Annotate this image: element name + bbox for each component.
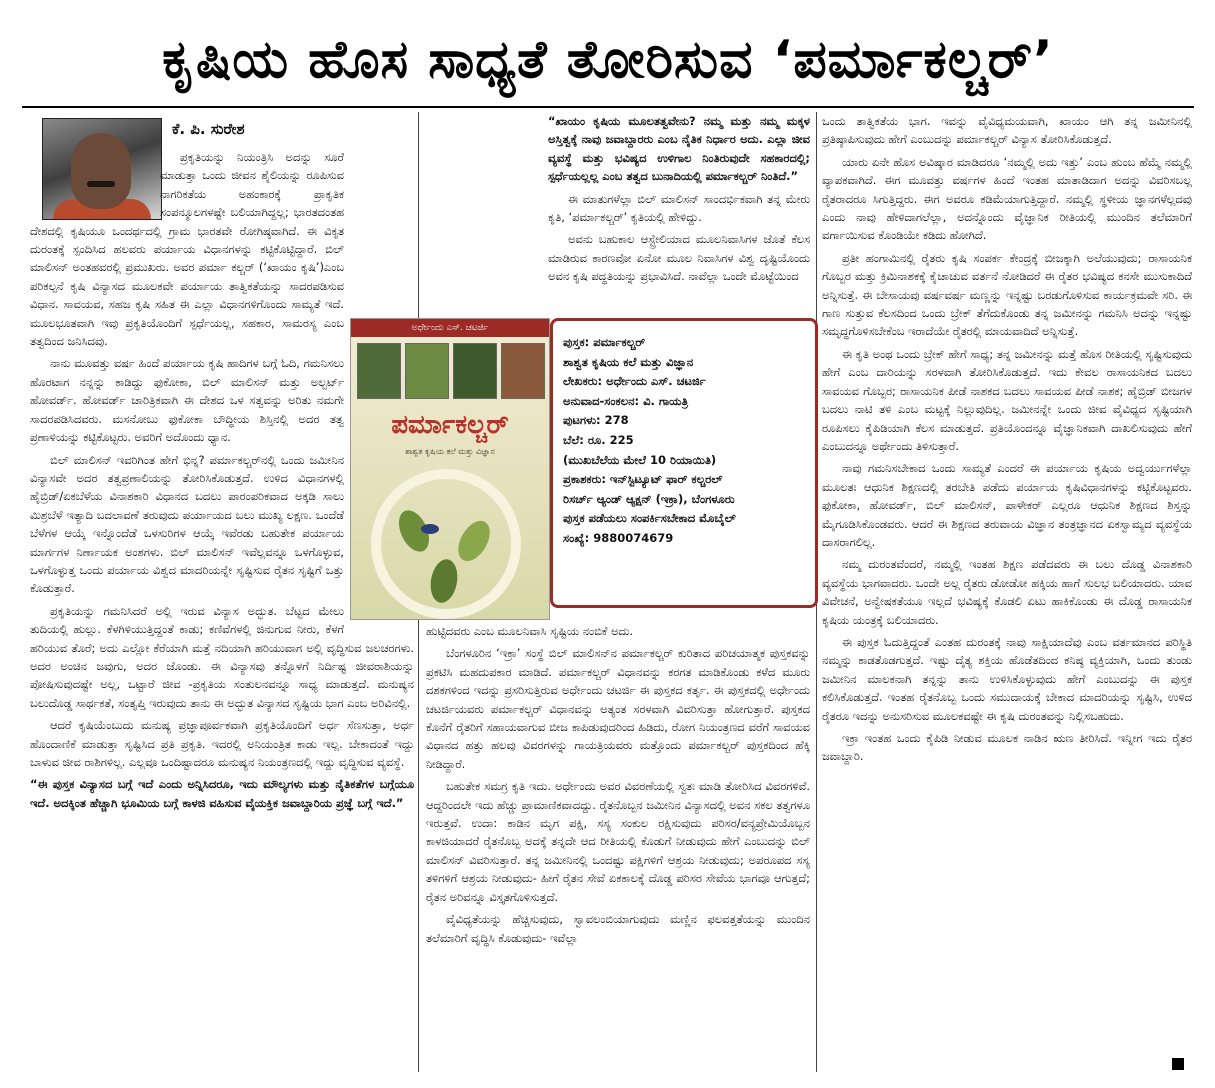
col2-para-1: ಈ ಮಾತುಗಳೆಲ್ಲಾ ಬಿಲ್ ಮಾಲಿಸನ್ ಸಾಂದರ್ಭಿಕವಾಗಿ ತನ್ನ ಮೇರು ಕೃತಿ, ‘ಪರ್ಮಾಕಲ್ಚರ್’ ಕೃತಿಯಲ್ಲಿ ಹೇಳಿದ್ದು.	[548, 191, 810, 225]
col1-pull-quote: “ಈ ಪುಸ್ತಕ ವಿನ್ಯಾಸದ ಬಗ್ಗೆ ಇದೆ ಎಂದು ಅನ್ನಿಸಿದರೂ, ಇದು ಮೌಲ್ಯಗಳು ಮತ್ತು ನೈತಿಕತೆಗಳ ಬಗ್ಗೆಯೂ ಇದೆ. ಅದಕ್ಕಿಂತ ಹೆಚ್ಚಾಗಿ ಭೂಮಿಯ ಬಗ್ಗೆ ಕಾಳಜಿ ವಹಿಸುವ ವೈಯಕ್ತಿಕ ಜವಾಬ್ದಾರಿಯ ಪ್ರಜ್ಞೆ ಬಗ್ಗೆ ಇದೆ.”	[30, 777, 414, 810]
col3-para-6: ನಮ್ಮ ದುರಂತವೆಂದರೆ, ನಮ್ಮಲ್ಲಿ ಇಂತಹ ಶಿಕ್ಷಣ ಪಡೆದವರು ಈ ಬಲು ದೊಡ್ಡ ವಿನಾಶಕಾರಿ ವ್ಯವಸ್ಥೆಯ ಭಾಗವಾದರು. ಒಂದೇ ಅಲ್ಲ ರೈತರು ಡೋಡೋ ಹಕ್ಕಿಯ ಹಾಗೆ ಸುಲಭ ಬಲಿಯಾದರು. ಯಾವ ವಿವೇಚನೆ, ಅನ್ವೇಷಕತೆಯೂ ಇಲ್ಲದೆ ಭವಿಷ್ಯಕ್ಕೆ ಕೊಡಲಿ ಏಟು ಹಾಕಿಕೊಂಡು ಈ ದೊಡ್ಡ ರಾಸಾಯನಿಕ ಕೃಷಿಯ ಯಂತ್ರಕ್ಕೆ ಬಲಿಯಾದರು.	[822, 557, 1192, 627]
col2-quote: “ಖಾಯಂ ಕೃಷಿಯ ಮೂಲತತ್ವವೇನು? ನಮ್ಮ ಮತ್ತು ನಮ್ಮ ಮಕ್ಕಳ ಅಸ್ತಿತ್ವಕ್ಕೆ ನಾವು ಜವಾಬ್ದಾರರು ಎಂಬ ನೈತಿಕ ನಿರ್ಧಾರ ಅದು. ಎಲ್ಲಾ ಜೀವ ವ್ಯವಸ್ಥೆ ಮತ್ತು ಭವಿಷ್ಯದ ಉಳಿಗಾಲ ನಿಂತಿರುವುದೇ ಸಹಕಾರದಲ್ಲಿ; ಸ್ಪರ್ಧೆಯಲ್ಲಲ್ಲ ಎಂಬ ತತ್ವದ ಬುನಾದಿಯಲ್ಲಿ ಪರ್ಮಾಕಲ್ಚರ್ ನಿಂತಿದೆ.”	[548, 114, 810, 184]
info-contact-2: ಸಂಖ್ಯೆ: 9880074679	[563, 530, 674, 545]
col2-para-5: ಬಹುತೇಕ ಸಮಗ್ರ ಕೃತಿ ಇದು. ಅರ್ಧೇಂದು ಅವರ ವಿವರಣೆಯಲ್ಲಿ ಸ್ವತಃ ಮಾಡಿ ತೋರಿಸಿದ ವಿವರಗಳಿವೆ. ಆದ್ದರಿಂದಲೇ ಇದು ಹೆಚ್ಚು ಪ್ರಾಮಾಣಿಕವಾದದ್ದು. ರೈತನೊಬ್ಬನ ಜಮೀನಿನ ವಿನ್ಯಾಸದಲ್ಲಿ ಅವನ ಸಕಲ ತತ್ವಗಳೂ ಇರುತ್ತವೆ. ಉದಾ: ಕಾಡಿನ ಮೃಗ ಪಕ್ಷಿ, ಸಸ್ಯ ಸಂಕುಲ ರಕ್ಷಿಸುವುದು ಪರಿಸರ/ವನ್ಯಪ್ರೇಮಿಯೊಬ್ಬನ ಕಾಳಜಿಯಾದರೆ ರೈತನೊಬ್ಬ ಅದಕ್ಕೆ ತನ್ನದೇ ಆದ ರೀತಿಯಲ್ಲಿ ಕೊಡುಗೆ ನೀಡುವುದು ಹೇಗೆ ಎಂಬುದನ್ನು ಬಿಲ್ ಮಾಲಿಸನ್ ವಿವರಿಸುತ್ತಾರೆ. ತನ್ನ ಜಮೀನಿನಲ್ಲಿ ಒಂದಷ್ಟು ಪಕ್ಷಿಗಳಿಗೆ ಆಶ್ರಯ ನೀಡುವುದು; ಅಪರೂಪದ ಸಸ್ಯ ತಳಿಗಳಿಗೆ ಆಶ್ರಯ ನೀಡುವುದು- ಹೀಗೆ ರೈತನ ಸೇವೆ ಏಕಕಾಲಕ್ಕೆ ದೊಡ್ಡ ಪರಿಸರ ಸೇವೆಯ ಭಾಗವೂ ಆಗುತ್ತದೆ; ರೈತನ ಅರಿವನ್ನೂ ವಿಸ್ತೃತಗೊಳಿಸುತ್ತದೆ.	[426, 779, 810, 904]
book-cover-photo-strip	[357, 343, 543, 397]
info-author: ಲೇಖಕರು: ಅರ್ಧೇಂದು ಎಸ್. ಚಟರ್ಜಿ	[563, 374, 706, 389]
info-price: ಬೆಲೆ: ರೂ. 225	[563, 432, 634, 447]
col1-para-2: ನಾನು ಮೂವತ್ತು ವರ್ಷ ಹಿಂದೆ ಪರ್ಯಾಯ ಕೃಷಿ ಹಾದಿಗಳ ಬಗ್ಗೆ ಓದಿ, ಗಮನಿಸಲು ಹೊರಟಾಗ ನನ್ನನ್ನು ಕಾಡಿದ್ದು ಫುಕೋಕಾ, ಬಿಲ್ ಮಾಲಿಸನ್ ಮತ್ತು ಅಲ್ಬರ್ಟ್ ಹೋವರ್ಡ್. ಹೋವರ್ಡ್ ಚಾರಿತ್ರಿಕವಾಗಿ ಈ ದೇಶದ ಒಳ ಸತ್ವವನ್ನು ಅರಿತು ನಮಗೇ ಸಾದರಪಡಿಸಿದವರು. ಮಸನೋಬು ಫುಕೋಕಾ ಬೌದ್ಧೀಯ ಶಿಸ್ತಿನಲ್ಲಿ ಅದರ ತತ್ವ ಪ್ರಣಾಳಿಯನ್ನು ಕಟ್ಟಿಕೊಟ್ಟರು. ಅವರಿಗೆ ಅದೊಂದು ಧ್ಯಾನ.	[30, 356, 344, 445]
book-cover-thumb	[405, 343, 449, 399]
article-column-2-top	[426, 112, 810, 316]
bird-illustration	[421, 524, 439, 534]
info-publisher-2: ರಿಸರ್ಚ್ ಆ್ಯಂಡ್ ಆ್ಯಕ್ಷನ್ (ಇಕ್ರಾ), ಬೆಂಗಳೂರು	[563, 491, 735, 506]
book-cover-thumb	[501, 343, 545, 399]
col3-para-7: ಈ ಪುಸ್ತಕ ಓದುತ್ತಿದ್ದಂತೆ ಎಂತಹ ದುರಂತಕ್ಕೆ ನಾವು ಸಾಕ್ಷಿಯಾದೆವು ಎಂಬ ವರ್ತಮಾನದ ಪರಿಸ್ಥಿತಿ ನಮ್ಮನ್ನು ಕಾಡತೊಡಗುತ್ತದೆ. ಇಷ್ಟು ದೈತ್ಯ ಶಕ್ತಿಯ ಹೊಡೆತದಿಂದ ಕನಿಷ್ಠ ವ್ಯಕ್ತಿಯಾಗಿ, ಒಂದು ತುಂಡು ಜಮೀನಿನ ಮಾಲಕನಾಗಿ ತನ್ನನ್ನು ತಾನು ಉಳಿಸಿಕೊಳ್ಳುವುದು ಹೇಗೆ ಎಂಬುದನ್ನು ಈ ಪುಸ್ತಕ ಕಲಿಸಿಕೊಡುತ್ತದೆ. ಇಂತಹ ರೈತನೊಬ್ಬ ಒಂದು ಸಮುದಾಯಕ್ಕೆ ಬೇಕಾದ ಮಾದರಿಯನ್ನು ಸೃಷ್ಟಿಸಿ, ಉಳಿದ ರೈತರೂ ಇದನ್ನು ಅನುಸರಿಸುವ ಮೂಲಕವಷ್ಟೇ ಈ ಕೃಷಿ ದುರಂತವನ್ನು ನಿಲ್ಲಿಸಬಹುದು.	[822, 634, 1192, 723]
col1-para-4: ಪ್ರಕೃತಿಯನ್ನು ಗಮನಿಸಿದರೆ ಅಲ್ಲಿ ಇರುವ ವಿನ್ಯಾಸ ಅದ್ಭುತ. ಬೆಟ್ಟದ ಮೇಲು ತುದಿಯಲ್ಲಿ ಹುಲ್ಲು. ಕೆಳಗಿಳಿಯುತ್ತಿದ್ದಂತೆ ಕಾಡು; ಕಣಿವೆಗಳಲ್ಲಿ ಜಿನುಗುವ ನೀರು, ಕೆಳಗೆ ಹರಿಯುವ ತೊರೆ; ಅದು ಎಲ್ಲೋ ಕೆರೆಯಾಗಿ ಮತ್ತೆ ನದಿಯಾಗಿ ಹರಿಯುವಾಗ ಅಲ್ಲಿ ವೃದ್ಧಿಸುವ ಜಲಚರಗಳು. ಅದರ ಅಂಚಿನ ಜವುಗು, ಅದರ ಜೊಂಡು. ಈ ವಿನ್ಯಾಸವು ತನ್ನೊಳಗೆ ನಿರ್ದಿಷ್ಟ ಜೀವರಾಶಿಯನ್ನು ಪೋಷಿಸುವುದಷ್ಟೇ ಅಲ್ಲ, ಒಟ್ಟಾರೆ ಜೀವ -ಪ್ರಕೃತಿಯ ಸಂತುಲನವನ್ನೂ ಸಾಧ್ಯ ಮಾಡುತ್ತದೆ. ಮನುಷ್ಯನ ಬಲುದೊಡ್ಡ ಸಾರ್ಥಕತೆ, ಸಂತೃಪ್ತಿ ಇರುವುದು ತಾನು ಈ ಅದ್ಭುತ ವಿನ್ಯಾಸದ ಸೃಷ್ಟಿಯ ಭಾಗ ಎಂಬ ಅರಿವಿನಲ್ಲಿ.	[30, 603, 414, 710]
col2-para-4: ಬೆಂಗಳೂರಿನ ‘ಇಕ್ರಾ’ ಸಂಸ್ಥೆ ಬಿಲ್ ಮಾಲಿಸನ್‌ನ ಪರ್ಮಾಕಲ್ಚರ್ ಕುರಿತಾದ ಪರಿಚಯಾತ್ಮಕ ಪುಸ್ತಕವನ್ನು ಪ್ರಕಟಿಸಿ ಮಹದುಪಕಾರ ಮಾಡಿದೆ. ಪರ್ಮಾಕಲ್ಚರ್ ವಿಧಾನವನ್ನು ಕರಗತ ಮಾಡಿಕೊಂಡು ಕಳೆದ ಮೂರು ದಶಕಗಳಿಂದ ಇದನ್ನು ಪ್ರಸರಿಸುತ್ತಿರುವ ಅರ್ಧೇಂದು ಚಟರ್ಜಿ ಈ ಪುಸ್ತಕದ ಕರ್ತೃ. ಈ ಪುಸ್ತಕದಲ್ಲಿ ಅರ್ಧೇಂದು ಚಟರ್ಜಿಯವರು ಪರ್ಮಾಕಲ್ಚರ್ ವಿಧಾನವನ್ನು ಅತ್ಯಂತ ಸರಳವಾಗಿ ವಿವರಿಸುತ್ತಾ ಹೋಗುತ್ತಾರೆ. ಪುಸ್ತಕದ ಕೊನೆಗೆ ರೈತರಿಗೆ ಸಹಾಯವಾಗುವ ಬೀಜ ಕಾಪಿಡುವುದರಿಂದ ಹಿಡಿದು, ರೋಗ ನಿಯಂತ್ರಣದ ವರೆಗೆ ಸಾವಯವ ವಿಧಾನದ ಹತ್ತು ಹಲವು ವಿವರಗಳನ್ನು ಗಾಯತ್ರಿಯವರು ಮತ್ತೊಂದು ಪರ್ಮಾಕಲ್ಚರ್ ಪುಸ್ತಕದಿಂದ ಹೆಕ್ಕಿ ನೀಡಿದ್ದಾರೆ.	[426, 646, 810, 771]
info-publisher-1: ಪ್ರಕಾಶಕರು: ಇನ್‌ಸ್ಟಿಟ್ಯೂಟ್ ಫಾರ್ ಕಲ್ಚರಲ್	[563, 472, 723, 487]
info-book: ಪುಸ್ತಕ: ಪರ್ಮಾಕಲ್ಚರ್	[563, 335, 646, 349]
info-contact-1: ಪುಸ್ತಕ ಪಡೆಯಲು ಸಂಪರ್ಕಿಸಬೇಕಾದ ಮೊಬೈಲ್	[563, 511, 736, 526]
book-cover-title: ಪರ್ಮಾಕಲ್ಚರ್	[391, 410, 509, 440]
article-column-3	[822, 112, 1192, 1062]
end-of-article-mark	[1172, 1058, 1184, 1070]
col3-para-2: ಯಾರು ಏನೇ ಹೊಸ ಅವಿಷ್ಕಾರ ಮಾಡಿದರೂ ‘ನಮ್ಮಲ್ಲಿ ಅದು ಇತ್ತು’ ಎಂಬ ಹುಂಬ ಹೆಮ್ಮೆ ನಮ್ಮಲ್ಲಿ ವ್ಯಾಪಕವಾಗಿದೆ. ಈಗ ಮೂವತ್ತು ವರ್ಷಗಳ ಹಿಂದೆ ಇಂತಹ ಮಾತಾಡಿದಾಗ ಅದನ್ನು ವಿವರಿಸಬಲ್ಲ ರೈತರಾದರೂ ಸಿಗುತ್ತಿದ್ದರು. ಈಗ ಅವರೂ ಕಡಿಮೆಯಾಗುತ್ತಿದ್ದಾರೆ. ನಮ್ಮಲ್ಲಿ ಸ್ಥಳೀಯ ಜ್ಞಾನಗಳೆಲ್ಲದವು ಎಂದು ನಾವು ಹೇಳಿದಾಗಲೆಲ್ಲಾ, ಅದನ್ನೊಂದು ವೈಜ್ಞಾನಿಕ ರೀತಿಯಲ್ಲಿ ಮುಂದಿನ ತಲೆಮಾರಿಗೆ ವರ್ಗಾಯಿಸುವ ಕೊಂಡಿಯೇ ಕಡಿದು ಹೋಗಿದೆ.	[822, 154, 1192, 243]
info-pages: ಪುಟಗಳು: 278	[563, 413, 629, 428]
col1-para-3: ಬಿಲ್ ಮಾಲಿಸನ್ ಇವರಿಗಿಂತ ಹೇಗೆ ಭಿನ್ನ? ಪರ್ಮಾಕಲ್ಚರ್‌ನಲ್ಲಿ ಒಂದು ಜಮೀನಿನ ವಿನ್ಯಾಸವೇ ಅದರ ತತ್ವಪ್ರಣಾಲಿಯನ್ನು ತೋರಿಸಿಕೊಡುತ್ತದೆ. ಉಳಿದ ವಿಧಾನಗಳಲ್ಲಿ ಹೈಬ್ರಿಡ್/ಏಕಬೆಳೆಯ ವಿನಾಶಕಾರಿ ವಿಧಾನದ ಬದಲು ಪಾರಂಪರಿಕವಾದ ಅಕ್ಕಡಿ ಸಾಲು ಮಿಶ್ರಬೆಳೆ ಇತ್ಯಾದಿ ಬದಲಾವಣೆ ತರುವುದು ಪರ್ಯಾಯದ ಬಲು ಮುಖ್ಯ ಲಕ್ಷಣ. ಒಂದೆಡೆ ಬೆಳೆಗಳ ಆಯ್ಕೆ ಇನ್ನೊಂದೆಡೆ ಒಳಸುರಿಗಳ ಆಯ್ಕೆ ಇವೆರಡು ಬಹುತೇಕ ಪರ್ಯಾಯ ಮಾರ್ಗಗಳ ನಿರ್ಣಾಯಕ ಅಂಶಗಳು. ಬಿಲ್ ಮಾಲಿಸನ್ ಇವೆಲ್ಲವನ್ನೂ ಒಳಗೊಳ್ಳುವ, ಒಳಗೊಳ್ಳುತ್ತ ಒಂದು ಪರ್ಯಾಯ ವಿಶ್ವದ ಮಾದರಿಯನ್ನೇ ಸೃಷ್ಟಿಸುವ ರೈತನ ಸೃಷ್ಟಿಗೆ ಒತ್ತು ಕೊಡುತ್ತಾರೆ.	[30, 452, 344, 596]
book-cover-subtitle: ಶಾಶ್ವತ ಕೃಷಿಯ ಕಲೆ ಮತ್ತು ವಿಜ್ಞಾನ	[405, 447, 495, 456]
headline: ಕೃಷಿಯ ಹೊಸ ಸಾಧ್ಯತೆ ತೋರಿಸುವ ‘ಪರ್ಮಾಕಲ್ಚರ್’	[162, 30, 1054, 90]
col3-para-4: ಈ ಕೃತಿ ಅಂಥ ಒಂದು ಬ್ರೇಕ್ ಹೇಗೆ ಸಾಧ್ಯ; ತನ್ನ ಜಮೀನನ್ನು ಮತ್ತೆ ಹೊಸ ರೀತಿಯಲ್ಲಿ ಸೃಷ್ಟಿಸುವುದು ಹೇಗೆ ಎಂಬ ದಾರಿಯನ್ನು ಸರಳವಾಗಿ ತೋರಿಸಿಕೊಡುತ್ತದೆ. ಇದು ಕೇವಲ ರಾಸಾಯನಿಕದ ಬದಲು ಸಾವಯವ ಗೊಬ್ಬರ; ರಾಸಾಯನಿಕ ಪೀಡೆ ನಾಶಕದ ಬದಲು ಸಾವಯವ ಪೀಡೆ ನಾಶಕ; ಹೈಬ್ರಿಡ್ ಬೀಜಗಳ ಬದಲು ನಾಟಿ ತಳಿ ಎಂಬ ಮಟ್ಟಕ್ಕೆ ನಿಲ್ಲುವುದಿಲ್ಲ. ಜಮೀನನ್ನೇ ಒಂದು ಜೀವ ವೈವಿಧ್ಯದ ಸೃಷ್ಟಿಯಾಗಿ ರೂಪಿಸಲು ಕೈಪಿಡಿಯಾಗಿ ಕೆಲಸ ಮಾಡುತ್ತದೆ. ಪ್ರತಿಯೊಂದನ್ನೂ ವೈಜ್ಞಾನಿಕವಾಗಿ ದಾಖಲಿಸುವುದು ಹೇಗೆ ಎಂಬುದನ್ನೂ ಅರ್ಥೇಂದು ತಿಳಿಸುತ್ತಾರೆ.	[822, 346, 1192, 453]
col1-para-5: ಆದರೆ ಕೃಷಿಯೆಂಬುದು ಮನುಷ್ಯ ಪ್ರಜ್ಞಾಪೂರ್ವಕವಾಗಿ ಪ್ರಕೃತಿಯೊಂದಿಗೆ ಅರ್ಧ ಸೆಣಸುತ್ತಾ, ಅರ್ಧ ಹೊಂದಾಣಿಕೆ ಮಾಡುತ್ತಾ ಸೃಷ್ಟಿಸಿದ ಪ್ರತಿ ಪ್ರಕೃತಿ. ಇದರಲ್ಲಿ ಅನಿಯಂತ್ರಿತ ಕಾಡು ಇಲ್ಲ. ಬೇಕಾದಂತೆ ಇದ್ದು ಬಾಳುವ ಜೀವ ರಾಶಿಗಳಿಲ್ಲ. ಎಲ್ಲವೂ ಒಂದಿಷ್ಟಾದರೂ ಮನುಷ್ಯನ ನಿಯಂತ್ರಣದಲ್ಲಿ ಇದ್ದು ವೃದ್ಧಿಸುವ ವ್ಯವಸ್ಥೆ.	[30, 718, 414, 769]
col3-para-1: ಒಂದು ತಾತ್ವಿಕತೆಯ ಭಾಗ. ಇವನ್ನು ವೈವಿಧ್ಯಮಯವಾಗಿ, ಖಾಯಂ ಆಗಿ ತನ್ನ ಜಮೀನಿನಲ್ಲಿ ಪ್ರತಿಷ್ಠಾಪಿಸುವುದು ಹೇಗೆ ಎಂಬುದನ್ನು ಪರ್ಮಾಕಲ್ಚರ್ ವಿನ್ಯಾಸ ತೋರಿಸಿಕೊಡುತ್ತದೆ.	[822, 114, 1192, 147]
book-cover-thumb	[453, 343, 497, 399]
col3-para-5: ನಾವು ಗಮನಿಸಬೇಕಾದ ಒಂದು ಸಾಮ್ಯತೆ ಎಂದರೆ ಈ ಪರ್ಯಾಯ ಕೃಷಿಯ ಅದ್ವರ್ಯುಗಳೆಲ್ಲಾ ಮೂಲತಃ ಆಧುನಿಕ ಶಿಕ್ಷಣದಲ್ಲಿ ತರಬೇತಿ ಪಡೆದು ಪರ್ಯಾಯ ಕೃಷಿವಿಧಾನಗಳನ್ನು ಕಟ್ಟಿಕೊಟ್ಟವರು. ಫುಕೋಕಾ, ಹೋವರ್ಡ್, ಬಿಲ್ ಮಾಲಿಸನ್, ಪಾಳೇಕರ್ ಎಲ್ಲರೂ ಆಧುನಿಕ ಶಿಕ್ಷಣದ ಶಿಸ್ತನ್ನು ಮೈಗೂಡಿಸಿಕೊಂಡವರು. ಆದರೆ ಈ ಶಿಕ್ಷಣದ ತರುವಾಯ ವಿಜ್ಞಾನ ತಂತ್ರಜ್ಞಾನದ ಏಕಸ್ವಾಮ್ಯದ ವ್ಯವಸ್ಥೆಯ ದಾಸರಾಗಲಿಲ್ಲ.	[822, 461, 1192, 549]
info-discount: (ಮುಖಬೆಲೆಯ ಮೇಲೆ 10 ರಿಯಾಯಿತಿ)	[563, 452, 717, 467]
book-cover-image	[350, 318, 550, 620]
headline-rule	[22, 106, 1194, 108]
photo-wrap-spacer	[30, 148, 160, 218]
info-subtitle: ಶಾಶ್ವತ ಕೃಷಿಯ ಕಲೆ ಮತ್ತು ವಿಜ್ಞಾನ	[563, 354, 694, 369]
col3-para-8: ಇಕ್ರಾ ಇಂತಹ ಒಂದು ಕೈಪಿಡಿ ನೀಡುವ ಮೂಲಕ ನಾಡಿನ ಋಣ ತೀರಿಸಿದೆ. ಇನ್ನೀಗ ಇದು ರೈತರ ಜವಾಬ್ದಾರಿ.	[822, 731, 1192, 764]
col3-para-3: ಪ್ರತೀ ಹಂಗಾಮಿನಲ್ಲಿ ರೈತರು ಕೃಷಿ ಸಂಪರ್ಕ ಕೇಂದ್ರಕ್ಕೆ ಬೀಜಕ್ಕಾಗಿ ಅಲೆಯುವುದು; ರಾಸಾಯನಿಕ ಗೊಬ್ಬರ ಮತ್ತು ಕ್ರಿಮಿನಾಶಕಕ್ಕೆ ಕೈಚಾಚುವ ವರ್ತನೆ ನೋಡಿದರೆ ಈ ರೈತರ ಭವಿಷ್ಯದ ಕನಸೇ ಮುಸುಕಾದಿದೆ ಅನ್ನಿಸುತ್ತೆ. ಈ ಬೇಸಾಯವು ವರ್ಷವರ್ಷ ಮಣ್ಣನ್ನು ಇನ್ನಷ್ಟು ಬರಡುಗೊಳಿಸುವ ಕಾರ್ಯಕ್ರಮವೇ ಸರಿ. ಈ ಗಾಣ ಸುತ್ತುವ ಕೆಲಸದಿಂದ ಒಂದು ಬ್ರೇಕ್ ತೆಗೆದುಕೊಂಡು ತನ್ನ ಜಮೀನನ್ನು ಗಮನಿಸಿ ಅದನ್ನು ಇನ್ನಷ್ಟು ಸಮೃದ್ಧಗೊಳಿಸಬೇಕೆಂಬ ಇರಾದೆಯೇ ರೈತರಲ್ಲಿ ಮಾಯವಾದಿದೆ ಅನ್ನಿಸುತ್ತೆ.	[822, 250, 1192, 339]
book-cover-author: ಅರ್ಧೇಂದು ಎಸ್. ಚಟರ್ಜಿ	[351, 319, 549, 337]
col1-para-1: ಪ್ರಕೃತಿಯನ್ನು ನಿಯಂತ್ರಿಸಿ ಅದನ್ನು ಸೂರೆ ಮಾಡುತ್ತಾ ಒಂದು ಜೀವನ ಶೈಲಿಯನ್ನು ರೂಪಿಸುವ ನಾಗರಿಕತೆಯ ಅಹಂಕಾರಕ್ಕೆ ಪ್ರಾಕೃತಿಕ ಸಂಪನ್ಮೂಲಗಳಷ್ಟೇ ಬಲಿಯಾಗಿದ್ದಲ್ಲ; ಭಾರತದಂತಹ ದೇಶದಲ್ಲಿ ಕೃಷಿಯೂ ಒಂದರ್ಥದಲ್ಲಿ ಗ್ರಾಮ ಭಾರತವೇ ರೋಗಿಷ್ಠವಾಗಿದೆ. ಈ ವಿಕೃತ ದುರಂತಕ್ಕೆ ಸ್ಪಂದಿಸಿದ ಹಲವರು ಪರ್ಯಾಯ ವಿಧಾನಗಳನ್ನು ಕಟ್ಟಿಕೊಟ್ಟಿದ್ದಾರೆ. ಬಿಲ್ ಮಾಲಿಸನ್ ಅಂತಹವರಲ್ಲಿ ಪ್ರಮುಖರು. ಅವರ ಪರ್ಮಾ ಕಲ್ಚರ್ (‘ಖಾಯಂ ಕೃಷಿ’)ಎಂಬ ಪರಿಕಲ್ಪನೆ ಕೃಷಿ ವಿನ್ಯಾಸದ ಮೂಲಕವೇ ಪರ್ಯಾಯ ತಾತ್ವಿಕತೆಯನ್ನು ಸಾದರಪಡಿಸುವ ವಿಧಾನ. ಸಾವಯವ, ಸಹಜ ಕೃಷಿ ಸಹಿತ ಈ ಎಲ್ಲಾ ವಿಧಾನಗಳಿಗೊಂದು ಸಾಮ್ಯತೆ ಇದೆ. ಮೂಲಭೂತವಾಗಿ ಇವು ಪ್ರಕೃತಿಯೊಂದಿಗೆ ಸ್ಪರ್ಧೆಯಲ್ಲ, ಸಹಕಾರ, ಸಾಮರಸ್ಯ ಎಂಬ ತತ್ವದಿಂದ ಜನಿಸಿದವು.	[30, 150, 344, 349]
book-overlap-spacer	[426, 206, 548, 316]
info-translator: ಅನುವಾದ-ಸಂಕಲನ: ವಿ. ಗಾಯತ್ರಿ	[563, 393, 689, 408]
article-column-2-bottom	[426, 622, 810, 1068]
book-cover-thumb	[357, 343, 401, 399]
col2-para-6: ವೈವಿಧ್ಯತೆಯನ್ನು ಹೆಚ್ಚಿಸುವುದು, ಸ್ವಾವಲಂಬಿಯಾಗುವುದು ಮಣ್ಣಿನ ಫಲವತ್ತತೆಯನ್ನು ಮುಂದಿನ ತಲೆಮಾರಿಗೆ ವೃದ್ಧಿಸಿ ಕೊಡುವುದು- ಇವೆಲ್ಲಾ	[426, 912, 810, 945]
book-info-box	[550, 318, 818, 608]
col2-para-3: ಹುಟ್ಟಿದವರು ಎಂಬ ಮೂಲನಿವಾಸಿ ಸೃಷ್ಟಿಯ ನಂಬಿಕೆ ಅದು.	[426, 624, 634, 638]
author-byline: ಕೆ. ಪಿ. ಸುರೇಶ	[172, 120, 245, 138]
col2-para-2: ಅವನು ಬಹುಕಾಲ ಆಸ್ಟ್ರೇಲಿಯಾದ ಮೂಲನಿವಾಸಿಗಳ ಜೊತೆ ಕೆಲಸ ಮಾಡಿರುವ ಕಾರಣವೋ ಏನೋ ಮೂಲ ನಿವಾಸಿಗಳ ವಿಶ್ವ ದೃಷ್ಟಿಯೊಂದು ಅವನ ಕೃಷಿ ಪದ್ಧತಿಯನ್ನು ಪ್ರಭಾವಿಸಿದೆ. ನಾವೆಲ್ಲಾ ಒಂದೇ ಮೊಟ್ಟೆಯಿಂದ	[548, 232, 810, 284]
